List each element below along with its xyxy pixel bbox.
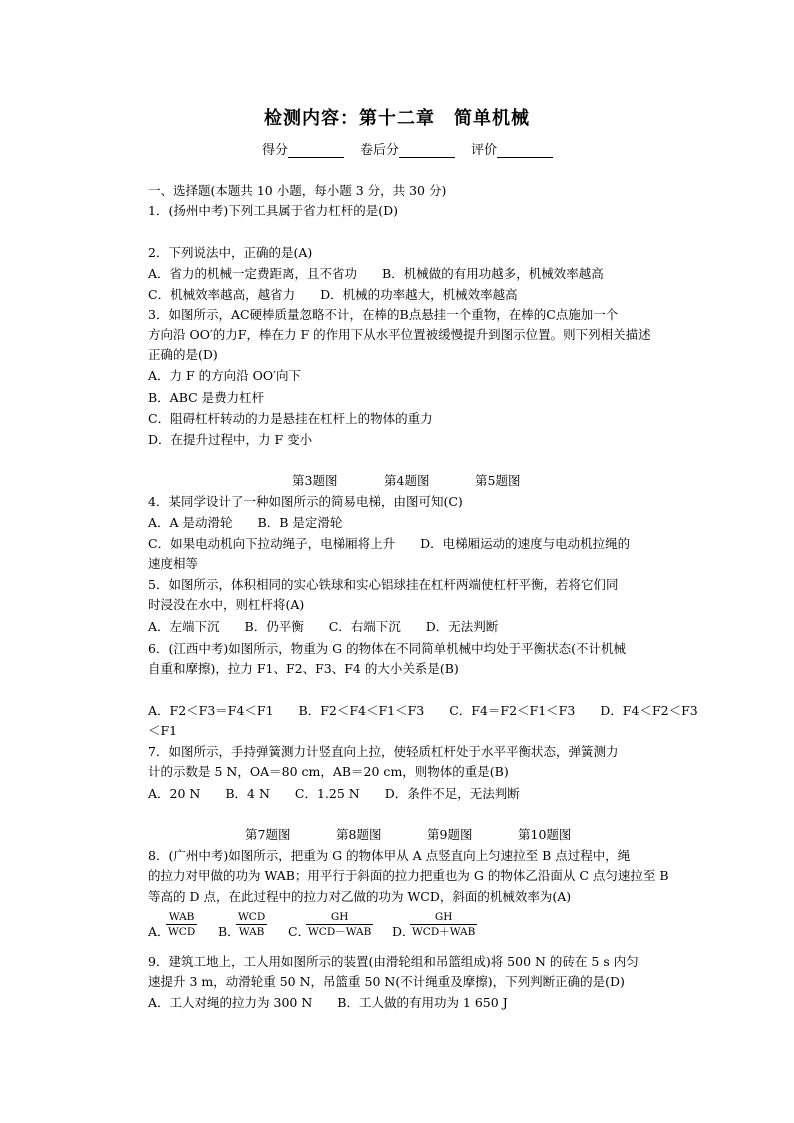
question-5-line2: 时浸没在水中，则杠杆将(A) [148,597,305,612]
rear-score-blank [399,143,455,158]
question-8-option-c-fraction [306,910,373,939]
question-7-options: A．20 N B．4 N C．1.25 N D．条件不足，无法判断 [148,786,520,801]
question-2-options-row1: A．省力的机械一定费距离，且不省功 B．机械做的有用功越多，机械效率越高 [148,266,604,281]
evaluation-blank [497,143,553,158]
question-8-option-a-letter: A． [148,924,170,939]
figure-caption: 第5题图 [475,473,521,488]
figure-caption: 第9题图 [427,827,473,842]
question-2-stem: 2．下列说法中，正确的是(A) [148,245,313,260]
question-8-option-c-letter: C． [288,924,311,939]
question-6-options-cont: ＜F1 [148,723,178,738]
question-2-options-row2: C．机械效率越高，越省力 D．机械的功率越大，机械效率越高 [148,287,518,302]
question-3-option-c: C．阻碍杠杆转动的力是悬挂在杠杆上的物体的重力 [148,411,433,426]
score-blank [288,143,344,158]
question-9-line2: 速提升 3 m，动滑轮重 50 N，吊篮重 50 N(不计绳重及摩擦)，下列判断正确的是(D) [148,974,625,989]
figure-caption: 第10题图 [518,827,572,842]
figure-captions-7-10 [245,825,571,843]
figure-caption: 第7题图 [245,827,291,842]
figure-caption: 第3题图 [292,473,338,488]
figure-captions-3-5 [292,471,520,489]
question-8-option-b-fraction [236,910,267,939]
question-9-line1: 9．建筑工地上，工人用如图所示的装置(由滑轮组和吊篮组成)将 500 N 的砖在 5 s 内匀 [148,954,639,969]
rear-score-label: 卷后分 [360,143,400,158]
question-4-options-row3: 速度相等 [148,556,199,571]
question-6-line1: 6．(江西中考)如图所示，物重为 G 的物体在不同简单机械中均处于平衡状态(不计机械 [148,641,627,656]
page-title: 检测内容：第十二章 简单机械 [264,108,530,129]
question-3-option-d: D．在提升过程中，力 F 变小 [148,432,313,447]
question-5-line1: 5．如图所示，体积相同的实心铁球和实心铝球挂在杠杆两端使杠杆平衡，若将它们同 [148,577,619,592]
fraction-numerator: GH [306,910,373,925]
figure-caption: 第4题图 [384,473,430,488]
question-8-option-a-fraction [166,910,197,939]
score-line [262,139,553,158]
figure-caption: 第8题图 [336,827,382,842]
fraction-numerator: WAB [166,910,197,925]
question-4-options-row2: C．如果电动机向下拉动绳子，电梯厢将上升 D．电梯厢运动的速度与电动机拉绳的 [148,536,631,551]
question-9-options-row1: A．工人对绳的拉力为 300 N B．工人做的有用功为 1 650 J [148,995,508,1010]
question-4-options-row1: A．A 是动滑轮 B．B 是定滑轮 [148,515,343,530]
score-label: 得分 [262,143,289,158]
question-8-option-d-letter: D． [392,924,415,939]
question-7-line1: 7．如图所示，手持弹簧测力计竖直向上拉，使轻质杠杆处于水平平衡状态，弹簧测力 [148,744,619,759]
fraction-denominator: WCD [168,926,196,938]
fraction-denominator: WCD＋WAB [412,926,476,938]
fraction-numerator: WCD [238,911,266,923]
question-8-line2: 的拉力对甲做的功为 WAB；用平行于斜面的拉力把重也为 G 的物体乙沿面从 C 点匀速拉至 B [148,868,669,883]
question-3-line1: 3．如图所示，AC硬棒质量忽略不计，在棒的B点悬挂一个重物，在棒的C点施加一个 [148,307,619,322]
question-1: 1．(扬州中考)下列工具属于省力杠杆的是(D) [148,203,398,218]
question-7-line2: 计的示数是 5 N，OA＝80 cm，AB＝20 cm，则物体的重是(B) [148,764,509,779]
question-6-line2: 自重和摩擦)，拉力 F1、F2、F3、F4 的大小关系是(B) [148,661,459,676]
question-8-option-d-fraction [410,910,477,939]
fraction-numerator: GH [410,910,477,925]
question-4-stem: 4．某同学设计了一种如图所示的简易电梯，由图可知(C) [148,494,463,509]
question-3-option-b: B．ABC 是费力杠杆 [148,390,265,405]
question-8-option-b-letter: B． [218,924,240,939]
question-3-line3: 正确的是(D) [148,347,218,362]
section-heading: 一、选择题(本题共 10 小题，每小题 3 分，共 30 分) [148,183,447,198]
question-3-option-a: A．力 F 的方向沿 OO′向下 [148,368,301,383]
question-8-line1: 8．(广州中考)如图所示，把重为 G 的物体甲从 A 点竖直向上匀速拉至 B 点过程中，绳 [148,848,631,863]
question-6-options: A．F2＜F3＝F4＜F1 B．F2＜F4＜F1＜F3 C．F4＝F2＜F1＜F3 D．F4＜F2＜F3 [148,703,698,718]
fraction-denominator: WAB [238,926,265,938]
fraction-denominator: WCD－WAB [308,926,372,938]
evaluation-label: 评价 [471,143,498,158]
question-8-line3: 等高的 D 点，在此过程中的拉力对乙做的功为 WCD，斜面的机械效率为(A) [148,889,572,904]
question-5-options: A．左端下沉 B．仍平衡 C．右端下沉 D．无法判断 [148,619,499,634]
question-3-line2: 方向沿 OO′的力F，棒在力 F 的作用下从水平位置被缓慢提升到图示位置。则下列相关描述 [148,327,651,342]
